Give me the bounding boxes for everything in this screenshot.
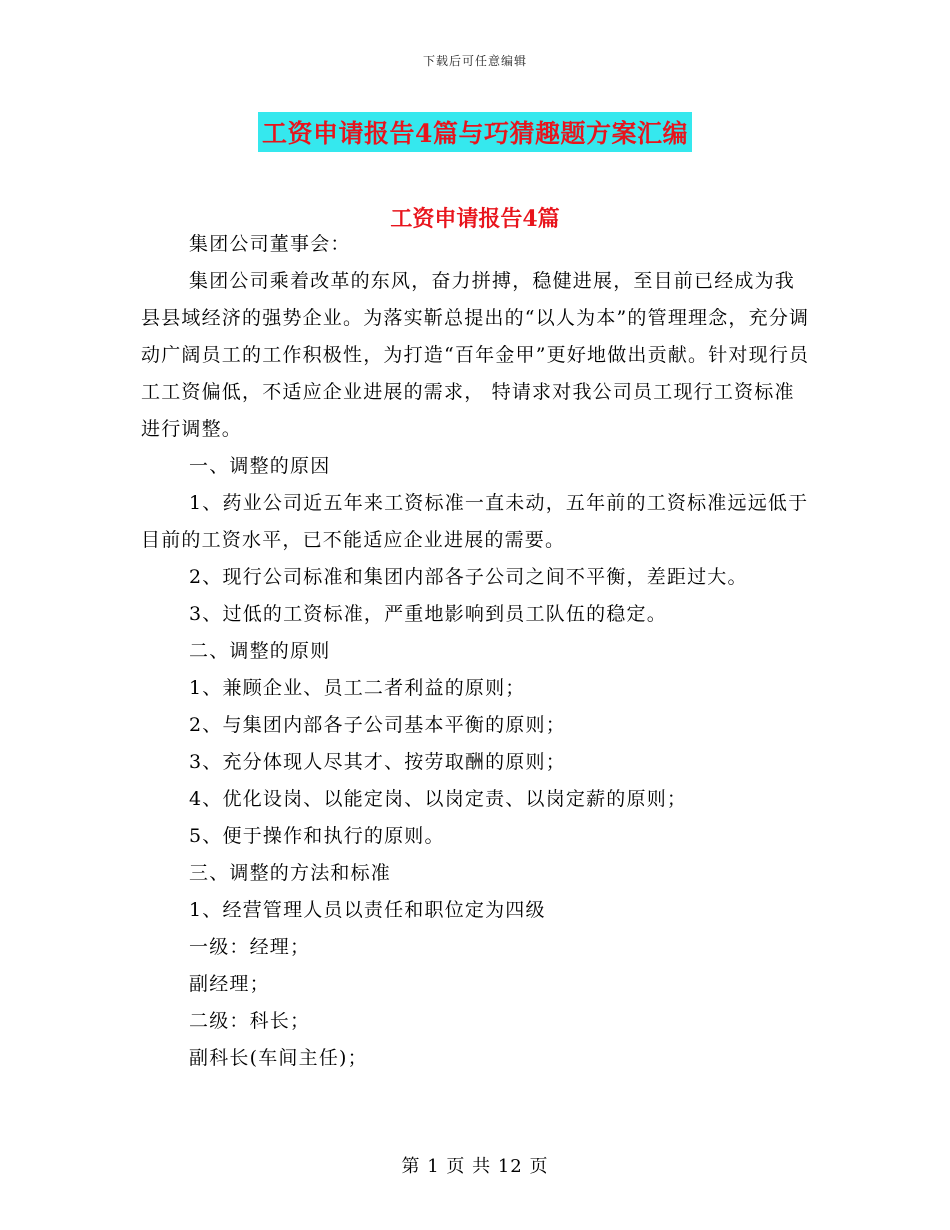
level-line: 副科长(车间主任)； [189, 1047, 368, 1069]
level-line: 二级：科长； [189, 1010, 311, 1032]
document-title: 工资申请报告4篇与巧猜趣题方案汇编 [258, 112, 692, 152]
page-header-note: 下载后可任意编辑 [422, 54, 527, 68]
principle-item: 4、优化设岗、以能定岗、以岗定责、以岗定薪的原则； [189, 788, 688, 810]
level-line: 副经理； [189, 973, 270, 995]
reason-item: 3、过低的工资标准，严重地影响到员工队伍的稳定。 [189, 603, 667, 625]
method-item: 1、经营管理人员以责任和职位定为四级 [189, 899, 546, 921]
principle-item: 5、便于操作和执行的原则。 [189, 825, 445, 847]
principle-item: 3、充分体现人尽其才、按劳取酬的原则； [189, 751, 566, 773]
document-body [141, 226, 811, 1077]
heading-principles: 二、调整的原则 [189, 640, 331, 662]
document-title-container [0, 112, 950, 152]
page-number: 第 1 页 共 12 页 [401, 1156, 549, 1177]
principle-item: 2、与集团内部各子公司基本平衡的原则； [189, 714, 566, 736]
section-title: 工资申请报告4篇 [390, 206, 560, 232]
salutation: 集团公司董事会： [189, 233, 351, 255]
principle-item: 1、兼顾企业、员工二者利益的原则； [189, 677, 526, 699]
heading-methods: 三、调整的方法和标准 [189, 862, 392, 884]
reason-item: 2、现行公司标准和集团内部各子公司之间不平衡，差距过大。 [189, 566, 748, 588]
reason-item: 1、药业公司近五年来工资标准一直未动，五年前的工资标准远远低于目前的工资水平，已不能适应企业进展的需要。 [141, 492, 809, 551]
level-line: 一级：经理； [189, 936, 311, 958]
heading-reasons: 一、调整的原因 [189, 455, 331, 477]
intro-paragraph: 集团公司乘着改革的东风，奋力拼搏，稳健进展，至目前已经成为我县县域经济的强势企业。为落实靳总提出的“以人为本”的管理理念，充分调动广阔员工的工作积极性，为打造“百年金甲”更好地做出贡献。针对现行员工工资偏低，不适应企业进展的需求， 特请求对我公司员工现行工资标准进行调整。 [141, 270, 810, 440]
